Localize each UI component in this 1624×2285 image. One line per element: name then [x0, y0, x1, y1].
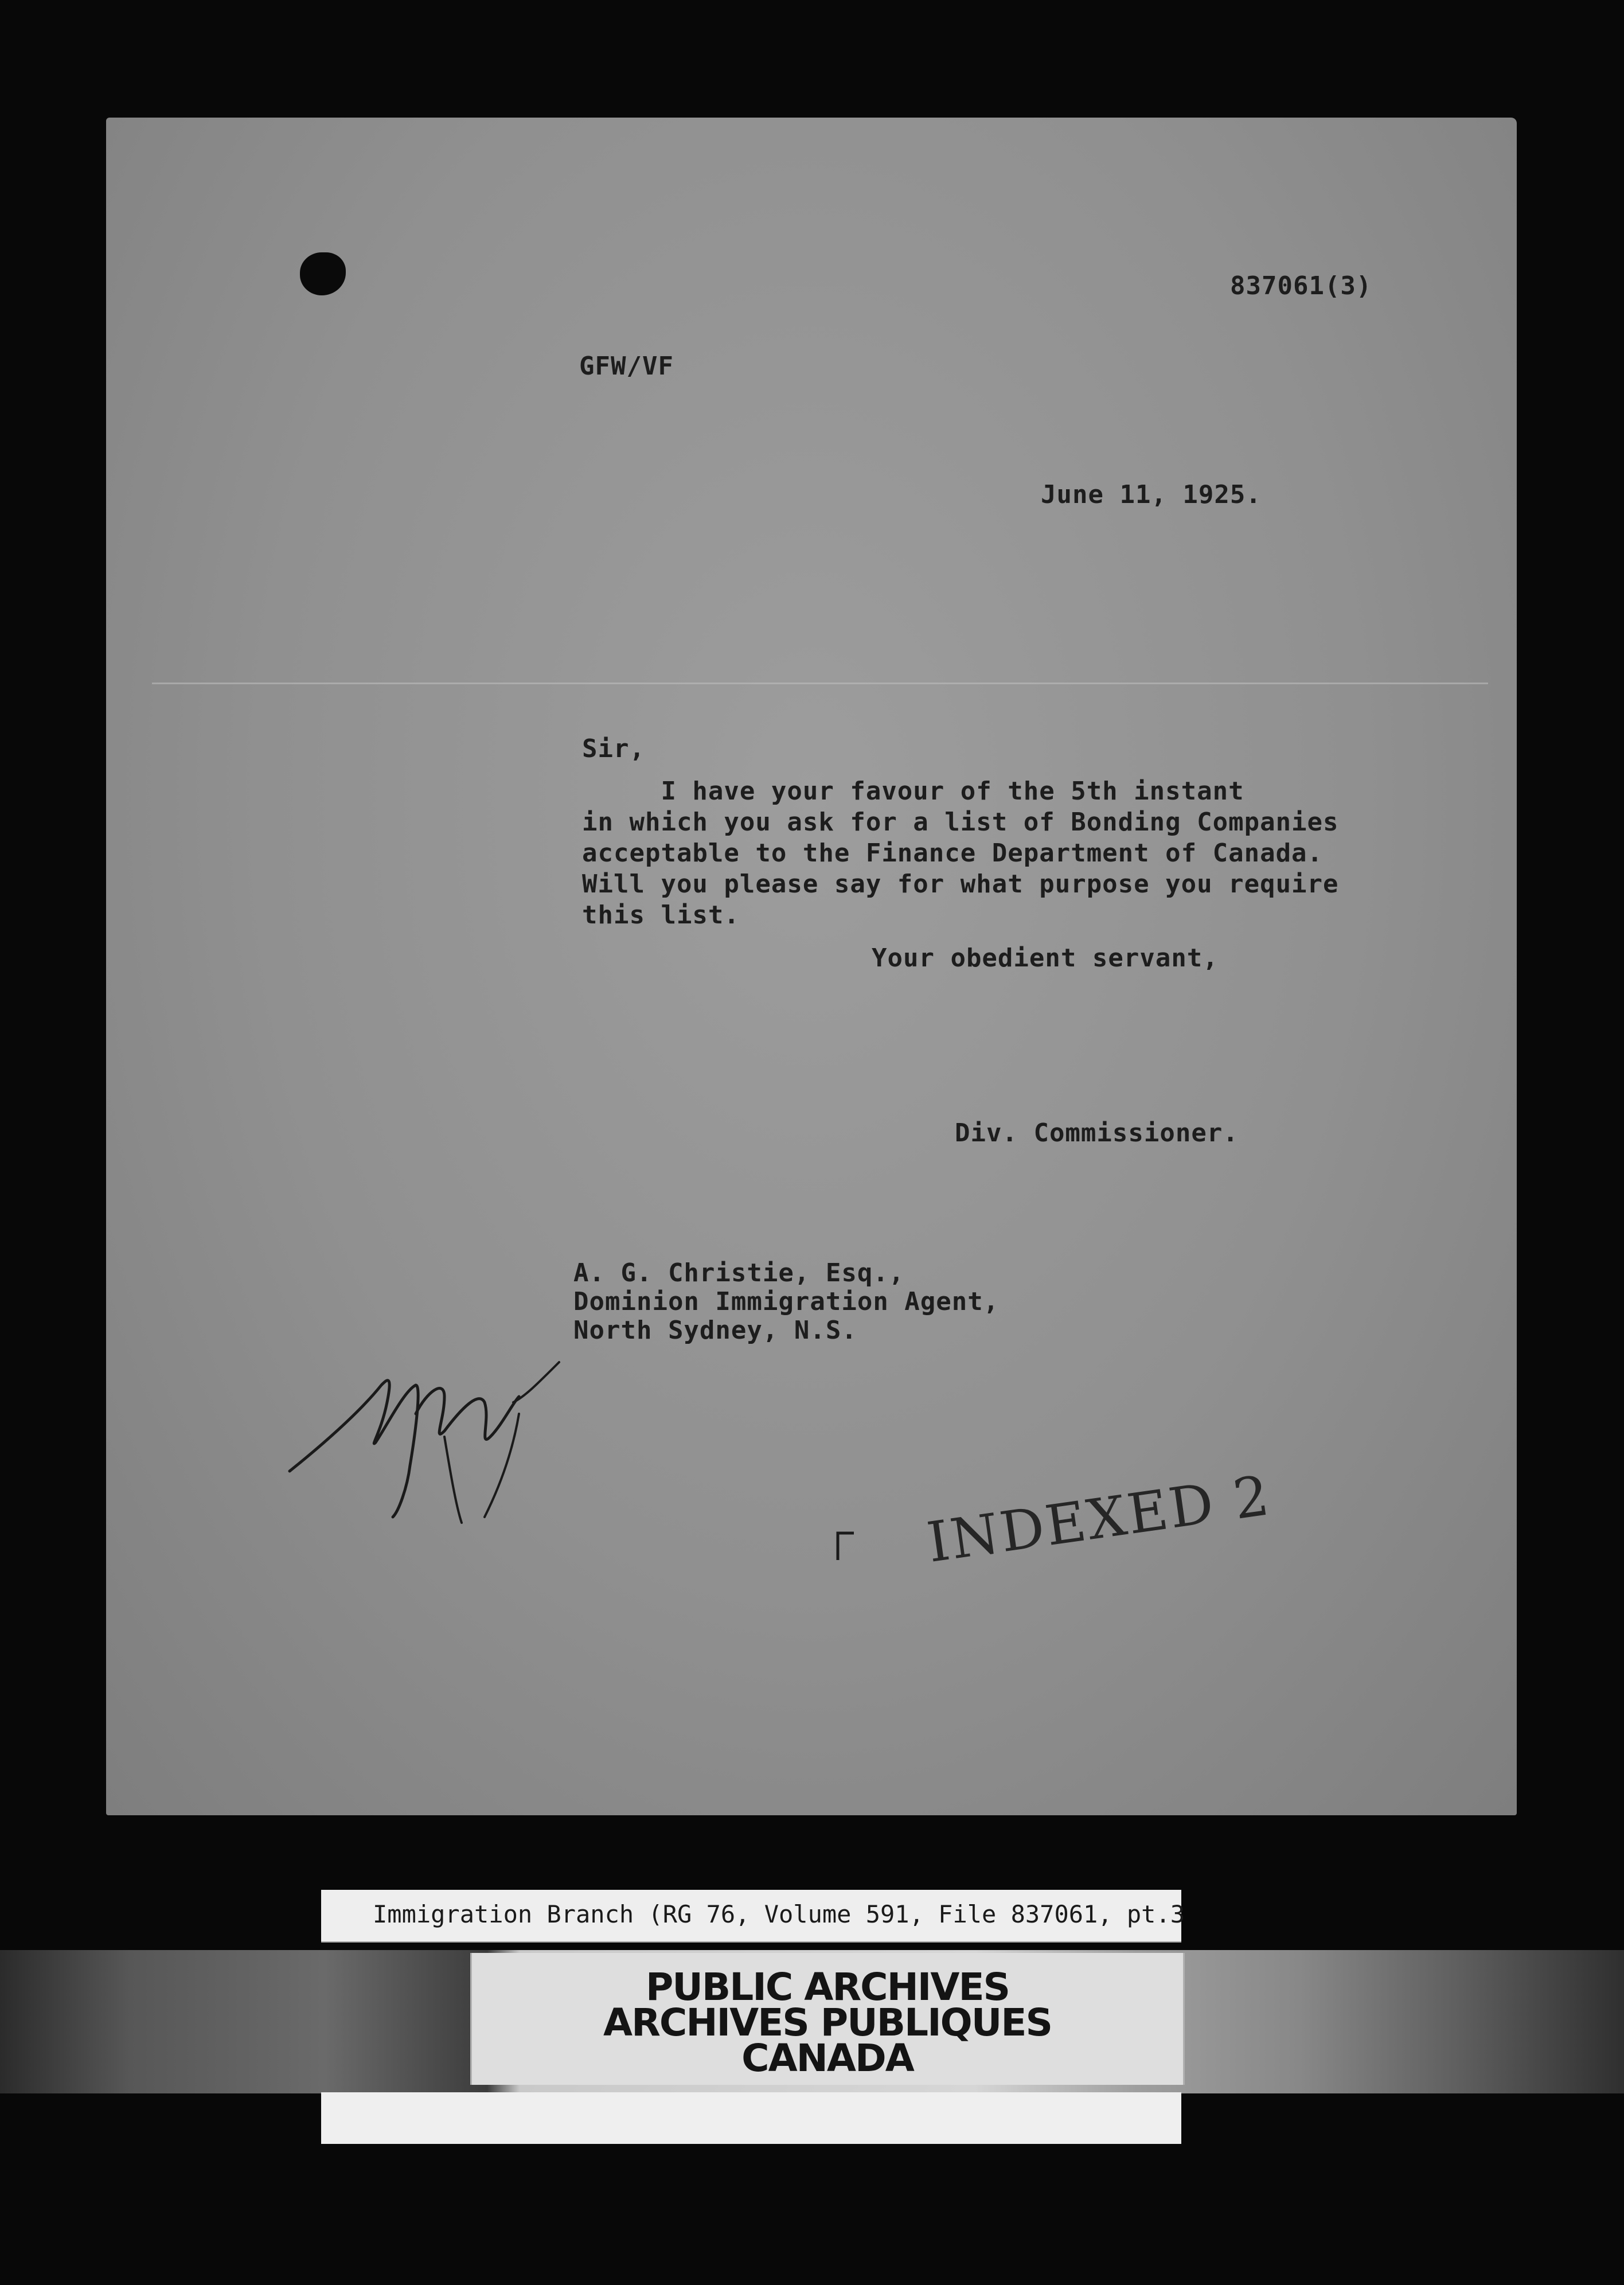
archive-reference-card: [321, 1890, 1185, 1943]
letter-page: [106, 118, 1517, 1815]
recipient-address: A. G. Christie, Esq., Dominion Immigration Agent, North Sydney, N.S.: [573, 1258, 1000, 1345]
salutation: Sir,: [582, 734, 645, 763]
punch-hole: [300, 252, 346, 295]
archive-stamp-box: [470, 1953, 1185, 2085]
letter-body: I have your favour of the 5th instant in which you ask for a list of Bonding Companies acceptable to the Finance Department of Canada. Will you please say for what purpose you require this list.: [582, 777, 1339, 930]
archive-line: PUBLIC ARCHIVES: [645, 1965, 1010, 2009]
fold-line: [152, 683, 1488, 684]
corner-mark: [834, 1528, 857, 1563]
file-number: 837061(3): [1230, 271, 1372, 301]
archive-line: CANADA: [741, 2036, 914, 2080]
blank-card: [321, 2092, 1181, 2144]
archive-line: ARCHIVES PUBLIQUES: [603, 2001, 1052, 2045]
closing: Your obedient servant,: [872, 943, 1219, 973]
indexed-stamp: INDEXED 2: [923, 1463, 1275, 1575]
reference-initials: GFW/VF: [579, 352, 674, 381]
letter-date: June 11, 1925.: [1041, 480, 1262, 509]
signature-title: Div. Commissioner.: [955, 1118, 1239, 1148]
archive-reference: Immigration Branch (RG 76, Volume 591, File 837061, pt.3: [373, 1900, 1185, 1928]
handwritten-initials: [272, 1299, 674, 1597]
